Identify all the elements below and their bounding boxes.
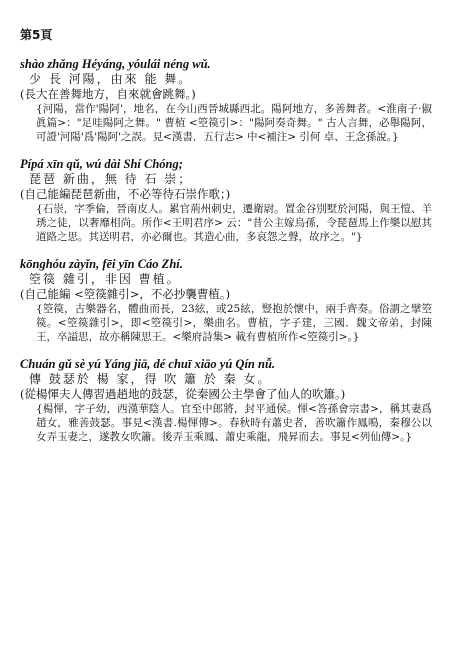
entry-4	[20, 357, 432, 444]
entry-3	[20, 257, 432, 344]
page-number: 第5頁	[20, 28, 53, 42]
hanzi-line: 箜篌 雜引，非因 曹植。	[29, 272, 181, 286]
pinyin-line: shào zhǎng Héyáng, yóulái néng wǔ.	[20, 57, 211, 71]
meaning-line: (自己能編琵琶新曲，不必等待石崇作歌；)	[20, 187, 231, 201]
meaning-line: (從楊惲夫人傳習過趙地的鼓瑟，從秦國公主學會了仙人的吹簫。)	[20, 387, 346, 401]
entry-1	[20, 57, 432, 144]
annotation: {石崇，字季倫，晉南皮人。累官荊州刺史，遷衛尉。置金谷別墅於河陽，與王愷、羊琇之徒，以奢靡相尚。所作<王明君序> 云："昔公主嫁烏孫，令琵琶馬上作樂以慰其道路之思。其送明君，亦必爾也。其造心曲，多哀怨之聲，故序之。"}	[36, 203, 432, 243]
annotation: {河陽，當作'陽阿'，地名，在今山西晉城縣西北。陽阿地方，多善舞者。<淮南子·俶眞篇>："足哇陽阿之舞。" 曹植 <箜篌引>："陽阿奏奇舞。" 古人言舞，必舉陽阿，可證'河陽'爲'陽阿'之誤。見<漢書．五行志> 中<補注> 引何 卓、王念孫說。}	[36, 103, 432, 143]
hanzi-line: 少 長 河陽，由來 能 舞。	[29, 72, 193, 86]
hanzi-line: 琵琶 新曲，無 待 石 崇；	[29, 172, 193, 186]
annotation: {楊惲，字子幼，西漢華陰人。官至中郎將，封平通侯。惲<答孫會宗書>，稱其妻爲趙女，雅善鼓瑟。事見<漢書.楊惲傳>。春秋時有蕭史者，善吹簫作鳳鳴，秦穆公以女弄玉妻之，遂教女吹簫。後弄玉乘鳳、蕭史乘龍，飛昇而去。事見<列仙傳>。}	[36, 403, 432, 443]
pinyin-line: Chuán gǔ sè yú Yáng jiā, dé chuī xiāo yú Qín nǚ.	[20, 357, 276, 371]
meaning-line: (自己能編 <箜篌雜引>，不必抄襲曹植。)	[20, 287, 231, 301]
entry-2	[20, 157, 432, 244]
hanzi-line: 傳 鼓瑟於 楊 家，得 吹 簫 於 秦 女。	[29, 372, 272, 386]
meaning-line: (長大在善舞地方，自來就會跳舞。)	[20, 87, 196, 101]
page-content	[20, 26, 432, 457]
annotation: {箜篌，古樂器名，體曲而長，23絃，或25絃，豎抱於懷中，兩手齊奏。俗謂之擘箜篌。<箜篌雜引>，即<箜篌引>，樂曲名。曹植，字子建，三國．魏文帝弟，封陳王，卒謚思，故亦稱陳思王。<樂府詩集> 載有曹植所作<箜篌引>。}	[36, 303, 432, 343]
pinyin-line: kōnghóu zàyǐn, fēi yīn Cáo Zhí.	[20, 257, 183, 271]
pinyin-line: Pípá xīn qǔ, wú dài Shí Chóng;	[20, 157, 183, 171]
